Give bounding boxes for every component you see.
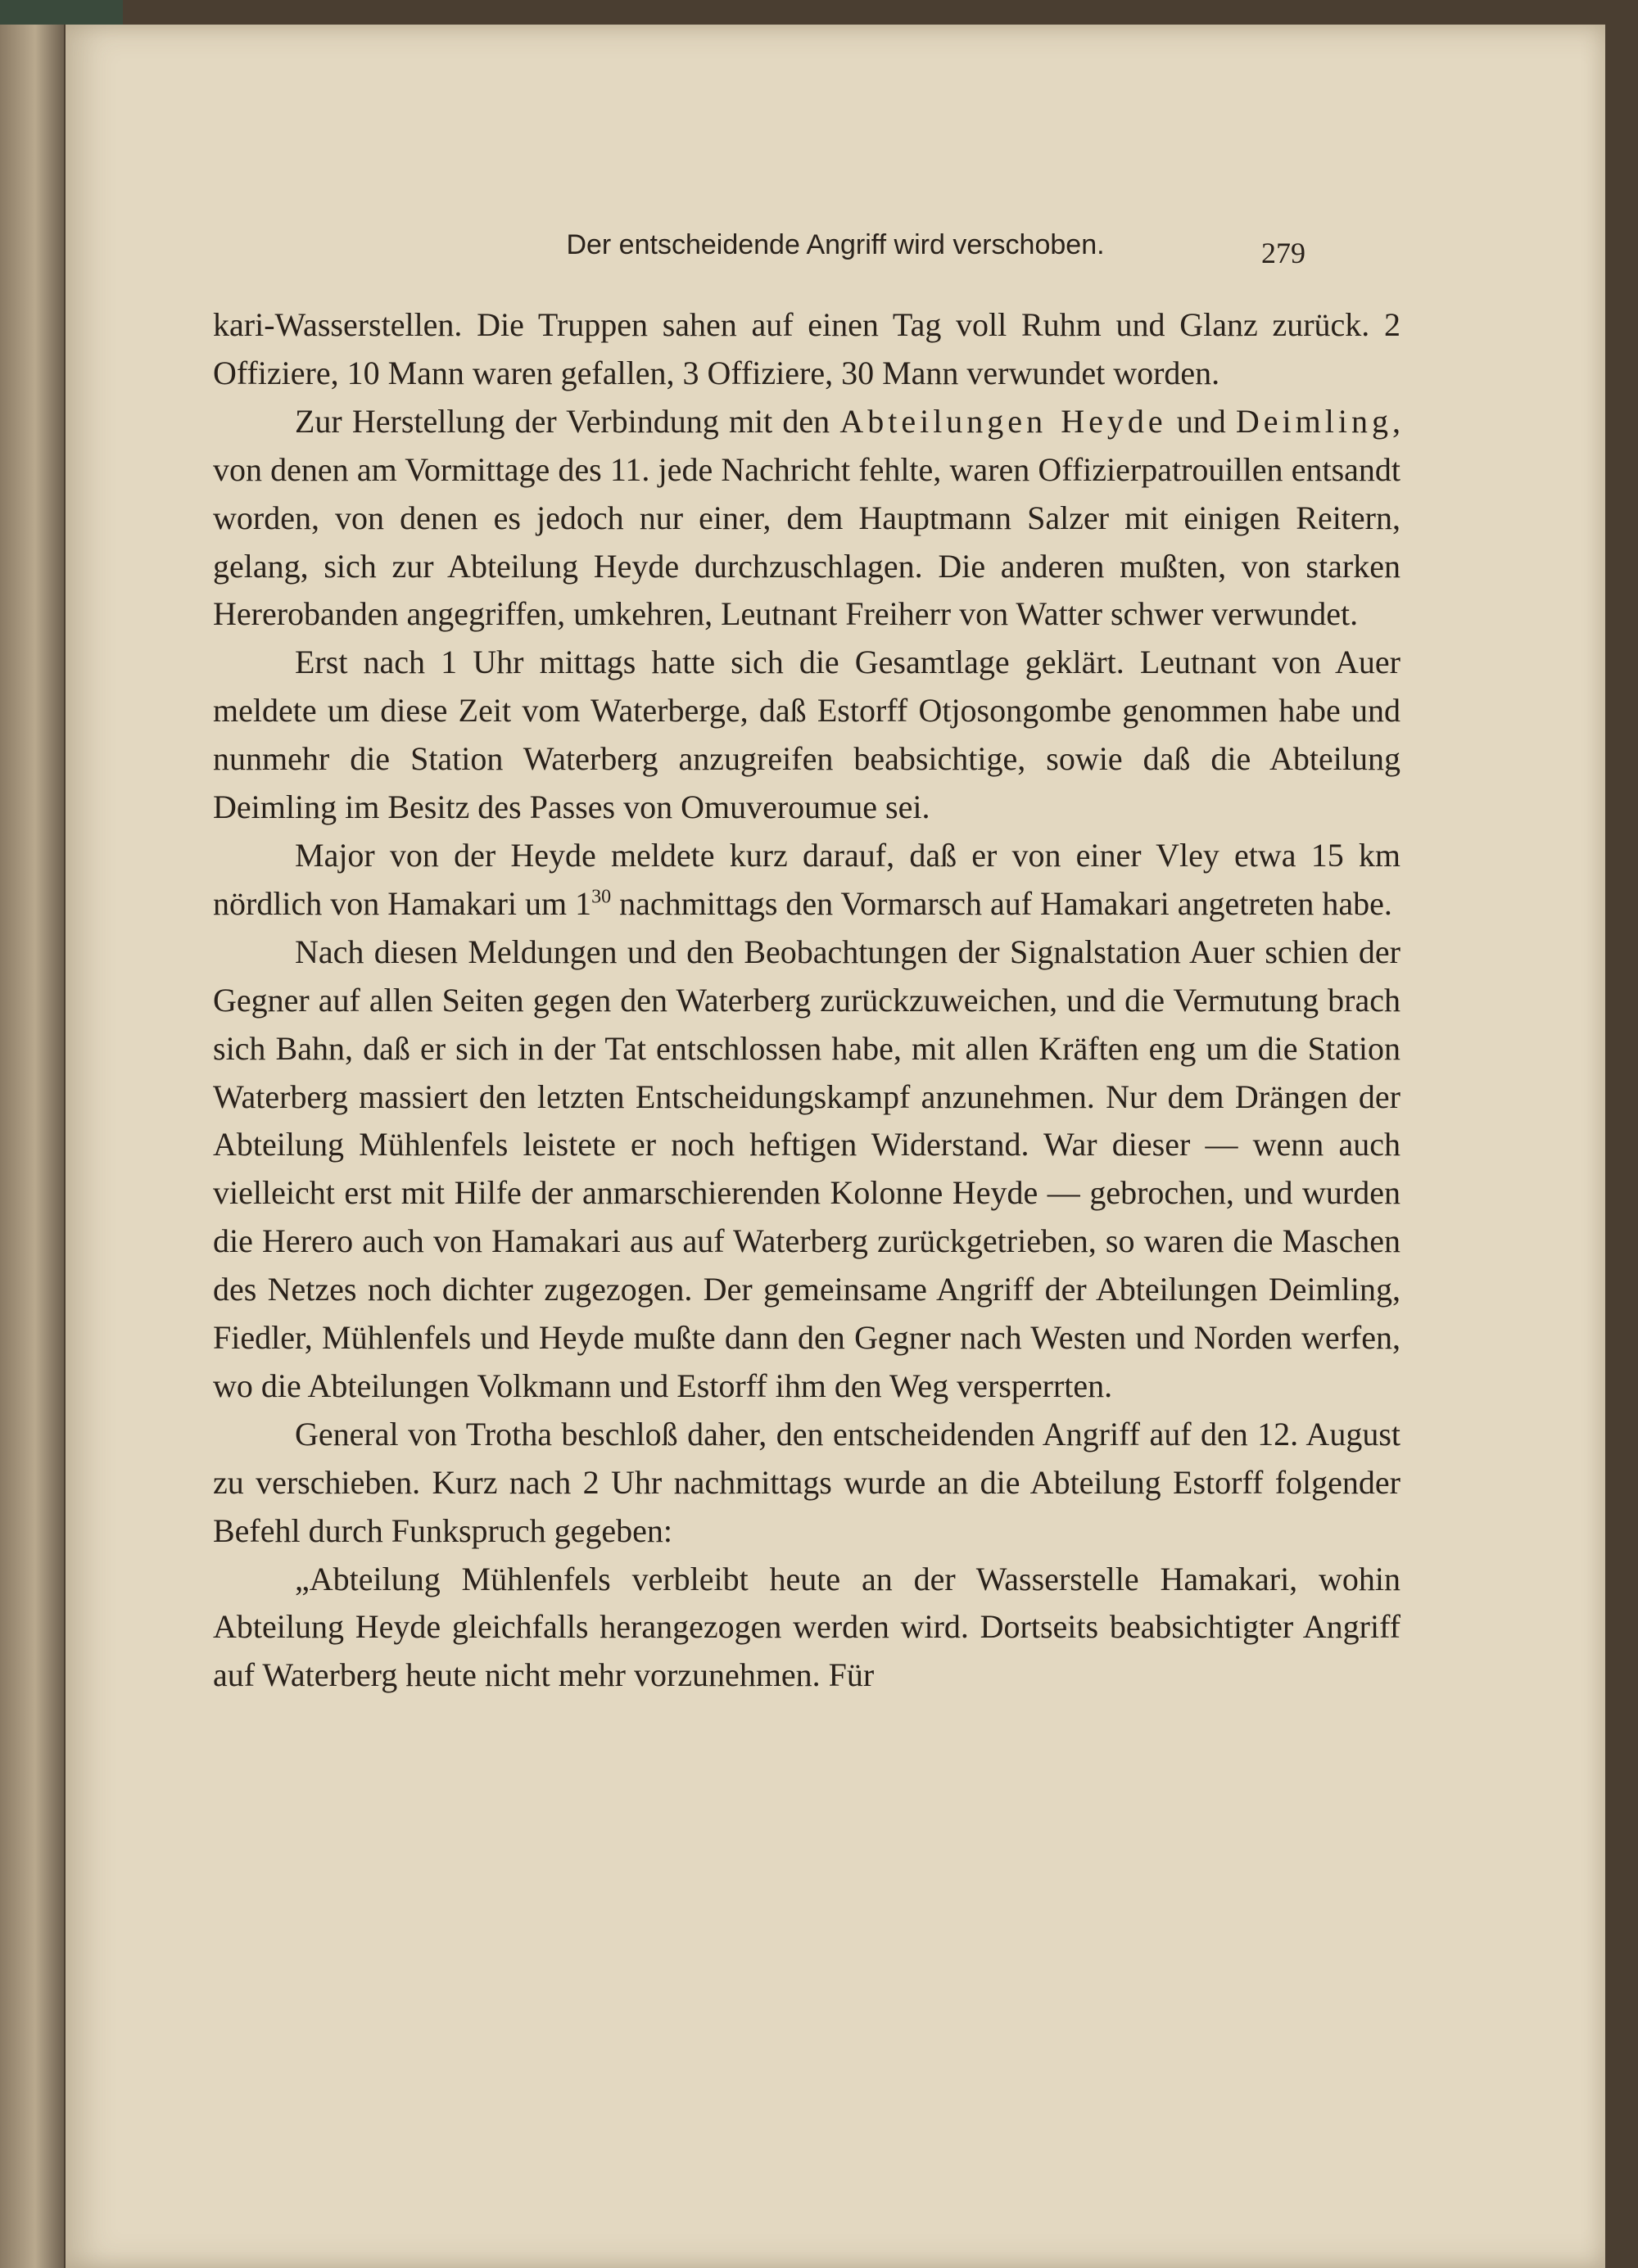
paragraph-5: Nach diesen Meldungen und den Beobachtungen der Signalstation Auer schien der Gegner auf allen Seiten gegen den Waterberg zurückzuweichen, und die Vermutung brach sich Bahn, daß er sich in der Tat entschlossen habe, mit allen Kräften eng um die Station Waterberg massiert den letzten Entscheidungskampf anzunehmen. Nur dem Drängen der Abteilung Mühlenfels leistete er noch heftigen Widerstand. War dieser — wenn auch vielleicht erst mit Hilfe der anmarschierenden Kolonne Heyde — gebrochen, und wurden die Herero auch von Hamakari aus auf Waterberg zurückgetrieben, so waren die Maschen des Netzes noch dichter zugezogen. Der gemeinsame Angriff der Abteilungen Deimling, Fiedler, Mühlenfels und Heyde mußte dann den Gegner nach Westen und Norden werfen, wo die Abteilungen Volkmann und Estorff ihm den Weg versperrten.	[213, 933, 1400, 1404]
paragraph-4-text-b: nachmittags den Vormarsch auf Hamakari angetreten habe.	[611, 884, 1392, 922]
spaced-text-deimling: Deimling	[1235, 402, 1392, 440]
paragraph-1: kari-Wasserstellen. Die Truppen sahen auf einen Tag voll Ruhm und Glanz zurück. 2 Offiziere, 10 Mann waren gefallen, 3 Offiziere, 30 Mann verwundet worden.	[213, 306, 1400, 391]
page-header	[66, 229, 1605, 287]
paragraph-2	[213, 398, 1400, 639]
paragraph-2-text-a: Zur Herstellung der Verbindung mit den	[295, 402, 840, 440]
paragraph-3: Erst nach 1 Uhr mittags hatte sich die Gesamtlage geklärt. Leutnant von Auer meldete um diese Zeit vom Waterberge, daß Estorff Otjosongombe genommen habe und nunmehr die Station Waterberg anzugreifen beabsichtige, sowie daß die Abteilung Deimling im Besitz des Passes von Omuveroumue sei.	[213, 644, 1400, 826]
previous-page-edge	[0, 0, 64, 2268]
paragraph-6: General von Trotha beschloß daher, den entscheidenden Angriff auf den 12. August zu verschieben. Kurz nach 2 Uhr nachmittags wurde an die Abteilung Estorff folgender Befehl durch Funkspruch gegeben:	[213, 1415, 1400, 1549]
paragraph-4	[213, 832, 1400, 928]
paragraph-4-text-a: Major von der Heyde meldete kurz darauf, daß er von einer Vley etwa 15 km nördlich von Hamakari um 1	[213, 836, 1400, 922]
running-title: Der entscheidende Angriff wird verschoben.	[566, 229, 1105, 260]
binding-strip	[0, 0, 123, 25]
paragraph-7: „Abteilung Mühlenfels verbleibt heute an der Wasserstelle Hamakari, wohin Abteilung Heyde gleichfalls herangezogen werden wird. Dortseits beabsichtigter Angriff auf Waterberg heute nicht mehr vorzunehmen. Für	[213, 1560, 1400, 1694]
superscript-minutes: 30	[591, 886, 612, 908]
book-page	[66, 25, 1605, 2268]
page-number: 279	[1261, 237, 1305, 269]
paragraph-2-text-b: und	[1166, 402, 1236, 440]
page-body	[213, 301, 1400, 1700]
paragraph-2-text-c: , von denen am Vormittage des 11. jede Nachricht fehlte, waren Offizierpatrouillen entsandt worden, von denen es jedoch nur einer, dem Hauptmann Salzer mit einigen Reitern, gelang, sich zur Abteilung Heyde durchzuschlagen. Die anderen mußten, von starken Hererobanden angegriffen, umkehren, Leutnant Freiherr von Watter schwer verwundet.	[213, 402, 1400, 633]
spaced-text-abteilungen-heyde: Abteilungen Heyde	[839, 402, 1167, 440]
